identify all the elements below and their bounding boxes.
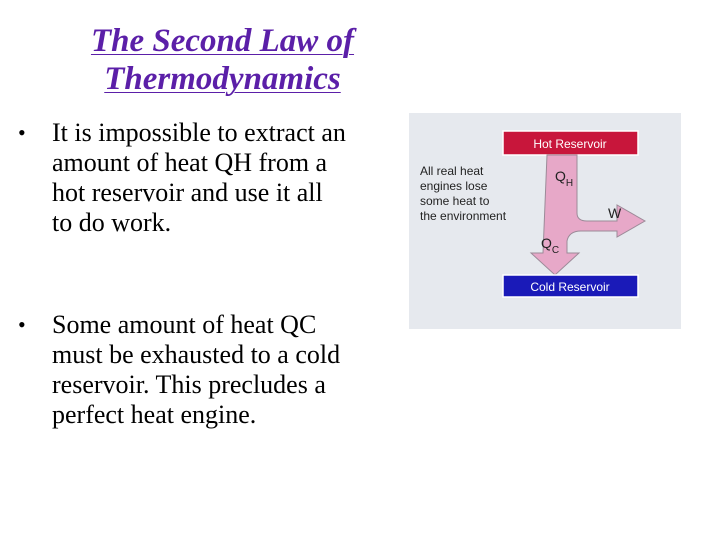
environment-note	[420, 164, 507, 223]
heat-engine-diagram	[409, 113, 681, 329]
qc-symbol: Q	[541, 235, 552, 251]
heat-engine-svg	[409, 113, 681, 329]
bullet-1-line-1: It is impossible to extract an	[52, 118, 346, 147]
work-label: W	[608, 205, 622, 221]
bullet-1-line-4: to do work.	[52, 208, 172, 237]
title-line-2: Thermodynamics	[104, 61, 341, 97]
slide-title	[0, 22, 445, 98]
bullet-2-line-1: Some amount of heat QC	[52, 310, 317, 339]
hot-reservoir-label: Hot Reservoir	[533, 137, 607, 151]
note-line-1: All real heat	[420, 164, 484, 178]
bullet-1-line-2: amount of heat QH from a	[52, 148, 328, 177]
qc-subscript: C	[551, 245, 560, 256]
bullet-1-line-3: hot reservoir and use it all	[52, 178, 323, 207]
title-line-1: The Second Law of	[90, 23, 355, 59]
note-line-4: the environment	[420, 209, 507, 223]
note-line-3: some heat to	[420, 194, 490, 208]
qh-symbol: Q	[555, 168, 566, 184]
note-line-2: engines lose	[420, 179, 488, 193]
bullet-1	[52, 118, 407, 238]
bullet-2-line-2: must be exhausted to a cold	[52, 340, 341, 369]
bullet-2-line-4: perfect heat engine.	[52, 400, 257, 429]
heat-flow-arrow	[531, 155, 645, 275]
bullet-2	[52, 310, 407, 430]
qh-subscript: H	[565, 178, 574, 189]
bullet-marker-1: •	[18, 120, 26, 145]
bullet-2-line-3: reservoir. This precludes a	[52, 370, 326, 399]
bullet-marker-2: •	[18, 312, 26, 337]
cold-reservoir-label: Cold Reservoir	[530, 280, 610, 294]
